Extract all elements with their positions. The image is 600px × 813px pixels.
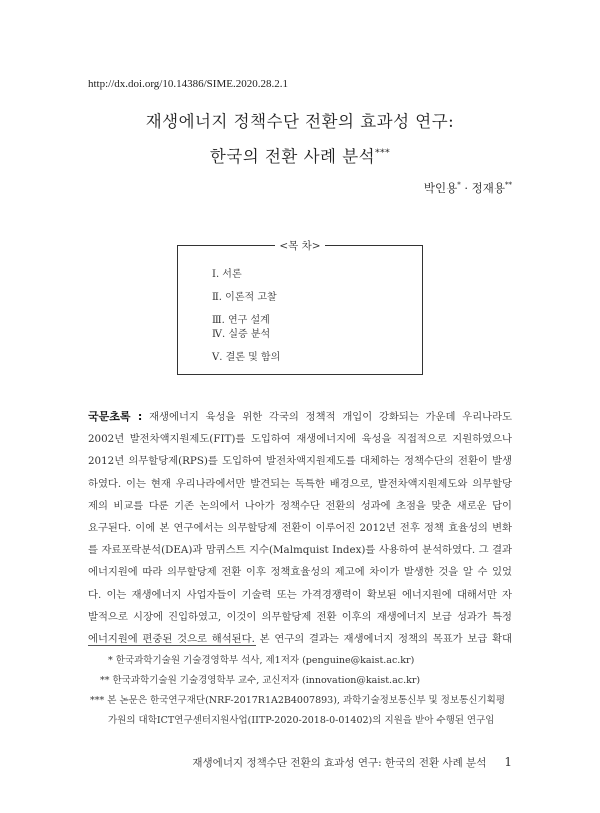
paper-title-line-2 bbox=[0, 143, 600, 167]
page-footer bbox=[192, 755, 512, 770]
paper-title-line-1: 재생에너지 정책수단 전환의 효과성 연구: bbox=[145, 112, 455, 131]
toc-item-2: Ⅱ. 이론적 고찰 bbox=[212, 292, 277, 303]
abstract-line-2: 2002년 발전차액지원제도(FIT)를 도입하여 재생에너지에 육성을 직접적으로 지원하였으나 bbox=[88, 433, 512, 446]
author-2-mark: ** bbox=[505, 181, 512, 190]
abstract-line-1 bbox=[88, 406, 512, 428]
abstract-line-9: 다. 이는 재생에너지 사업자들이 기술력 또는 가격경쟁력이 확보된 에너지원에 대해서만 자 bbox=[88, 588, 512, 601]
abstract-line-4: 하였다. 이는 현재 우리나라에서만 발견되는 독특한 배경으로, 발전차액지원제도와 의무할당 bbox=[88, 477, 512, 490]
abstract-line-8: 에너지원에 따라 의무할당제 전환 이후 정책효율성의 제고에 차이가 발생한 것을 알 수 있었 bbox=[88, 566, 512, 579]
footnote-2: ** 한국과학기술원 기술경영학부 교수, 교신저자 (innovation@kaist.ac.kr) bbox=[100, 675, 421, 686]
toc-item-4: Ⅳ. 실증 분석 bbox=[212, 329, 271, 340]
toc-heading bbox=[0, 238, 600, 253]
abstract-line-1-text: 재생에너지 육성을 위한 각국의 정책적 개입이 강화되는 가운데 우리나라도 bbox=[149, 411, 512, 423]
abstract-line-5: 제의 비교를 다룬 기존 논의에서 나아가 정책수단 전환의 성과에 초점을 맞춘 새로운 답이 bbox=[88, 499, 512, 512]
author-2: 정재용 bbox=[471, 181, 505, 195]
abstract-line-11: 에너지원에 편중된 것으로 해석된다. 본 연구의 결과는 재생에너지 정책의 목표가 보급 확대 bbox=[88, 633, 512, 646]
toc-item-3: Ⅲ. 연구 설계 bbox=[212, 315, 270, 326]
footnote-3-continued: 가원의 대학ICT연구센터지원사업(IITP-2020-2018-0-01402)의 지원을 받아 수행된 연구임 bbox=[108, 715, 495, 726]
footnote-3: *** 본 논문은 한국연구재단(NRF-2017R1A2B4007893), 과학기술정보통신부 및 정보통신기획평 bbox=[90, 695, 505, 706]
author-line bbox=[424, 180, 512, 196]
toc-heading-text: <목 차> bbox=[275, 240, 324, 252]
korean-abstract bbox=[88, 406, 512, 650]
paper-title-line-2-text: 한국의 전환 사례 분석 bbox=[209, 147, 376, 166]
toc-item-5: Ⅴ. 결론 및 함의 bbox=[212, 352, 281, 363]
title-footnote-mark: *** bbox=[375, 148, 391, 159]
page-number: 1 bbox=[504, 755, 512, 769]
author-1-mark: * bbox=[457, 181, 461, 190]
toc-item-1: Ⅰ. 서론 bbox=[212, 269, 242, 280]
footnote-divider bbox=[88, 645, 256, 646]
author-separator: · bbox=[464, 181, 469, 195]
footnote-1: * 한국과학기술원 기술경영학부 석사, 제1저자 (penguine@kaist.ac.kr) bbox=[108, 655, 415, 666]
running-title: 재생에너지 정책수단 전환의 효과성 연구: 한국의 전환 사례 분석 bbox=[192, 757, 487, 769]
abstract-label: 국문초록 : bbox=[88, 410, 143, 423]
abstract-line-3: 2012년 의무할당제(RPS)를 도입하여 발전차액지원제도를 대체하는 정책수단의 전환이 발생 bbox=[88, 455, 512, 468]
doi-link[interactable]: http://dx.doi.org/10.14386/SIME.2020.28.2.1 bbox=[88, 78, 288, 90]
abstract-line-10: 발적으로 시장에 진입하였고, 이것이 의무할당제 전환 이후의 재생에너지 보급 성과가 특정 bbox=[88, 610, 512, 623]
abstract-line-6: 요구된다. 이에 본 연구에서는 의무할당제 전환이 이루어진 2012년 전후 정책 효율성의 변화 bbox=[88, 522, 512, 535]
author-1: 박인용 bbox=[423, 181, 458, 195]
abstract-line-7: 를 자료포락분석(DEA)과 맘퀴스트 지수(Malmquist Index)를 사용하여 분석하였다. 그 결과 bbox=[88, 544, 512, 557]
